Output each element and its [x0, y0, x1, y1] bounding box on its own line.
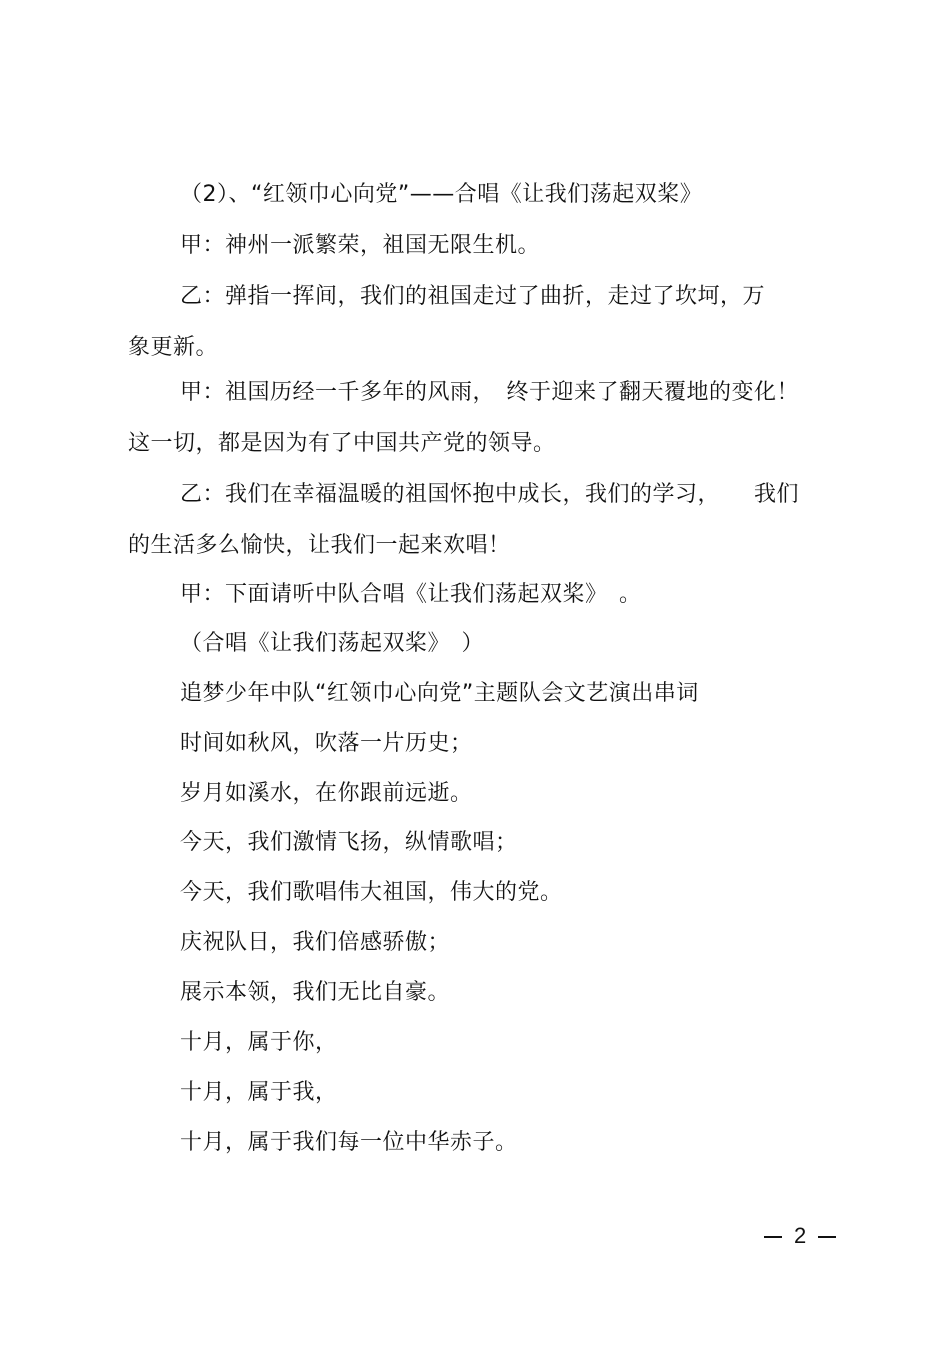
text-line: 十月，属于你， [180, 1030, 338, 1055]
page-number-value: 2 [794, 1223, 807, 1248]
text-line: 今天，我们歌唱伟大祖国，伟大的党。 [180, 880, 563, 905]
text-line: 甲：神州一派繁荣，祖国无限生机。 [180, 233, 541, 258]
text-line: 时间如秋风，吹落一片历史； [180, 731, 473, 756]
page-number [752, 1221, 848, 1251]
text-line: 十月，属于我， [180, 1080, 338, 1105]
text-line: 庆祝队日，我们倍感骄傲； [180, 930, 451, 955]
text-line: 甲：祖国历经一千多年的风雨， 终于迎来了翻天覆地的变化！ [180, 380, 800, 405]
text-line: 岁月如溪水，在你跟前远逝。 [180, 781, 473, 806]
text-line: 今天，我们激情飞扬，纵情歌唱； [180, 830, 518, 855]
text-line: 十月，属于我们每一位中华赤子。 [180, 1130, 518, 1155]
text-line: 象更新。 [128, 335, 219, 360]
text-line: 甲：下面请听中队合唱《让我们荡起双桨》 。 [180, 582, 642, 607]
dash-left [764, 1236, 782, 1238]
text-line: 展示本领，我们无比自豪。 [180, 980, 451, 1005]
text-line: （合唱《让我们荡起双桨》 ） [180, 631, 485, 656]
text-line: （2）、“红领巾心向党”——合唱《让我们荡起双桨》 [180, 182, 703, 207]
text-line: 乙：弹指一挥间，我们的祖国走过了曲折，走过了坎坷，万 [180, 284, 766, 309]
text-line: 追梦少年中队“红领巾心向党”主题队会文艺演出串词 [180, 681, 699, 706]
text-line: 的生活多么愉快，让我们一起来欢唱！ [128, 533, 511, 558]
text-line: 乙：我们在幸福温暖的祖国怀抱中成长，我们的学习， 我们 [180, 482, 800, 507]
dash-right [818, 1236, 836, 1238]
text-line: 这一切，都是因为有了中国共产党的领导。 [128, 431, 556, 456]
